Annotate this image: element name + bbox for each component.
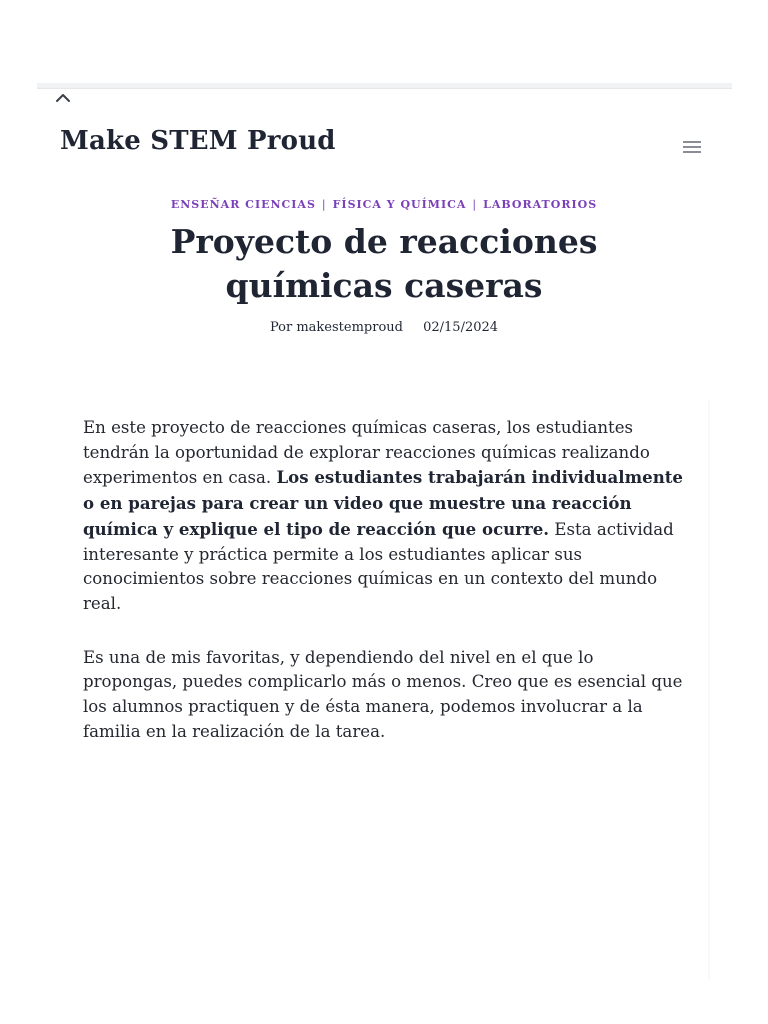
paragraph-intro-bold: Los estudiantes trabajarán individualmente o en parejas para crear un video que muestre una reacción química y explique el tipo de reacción que ocurre. (83, 467, 683, 539)
category-separator: | (321, 198, 327, 211)
category-link-ensenar-ciencias[interactable]: ENSEÑAR CIENCIAS (170, 198, 316, 211)
paragraph-intro (83, 416, 683, 617)
paragraph-second: Es una de mis favoritas, y dependiendo del nivel en el que lo propongas, puedes complicarlo más o menos. Creo que es esencial que los alumnos practiquen y de ésta manera, podemos involucrar a la familia en la realización de la tarea. (83, 647, 683, 741)
content-edge-shadow (708, 400, 711, 980)
chevron-up-icon[interactable] (54, 90, 72, 104)
category-link-fisica-y-quimica[interactable]: FÍSICA Y QUÍMICA (332, 198, 467, 211)
post-content (83, 416, 683, 773)
post-meta (0, 320, 768, 335)
site-title[interactable]: Make STEM Proud (60, 126, 336, 156)
paragraph-intro-start: En este proyecto de reacciones químicas caseras, los estudiantes tendrán la oportunidad de explorar reacciones químicas realizando experimentos en casa. (83, 418, 650, 488)
post-date: 02/15/2024 (423, 320, 499, 335)
category-separator: | (472, 198, 478, 211)
category-links (0, 198, 768, 211)
author-link[interactable]: makestemproud (296, 320, 403, 335)
hamburger-menu-icon[interactable] (683, 141, 701, 155)
author-prefix: Por (269, 320, 293, 335)
post-title: Proyecto de reacciones químicas caseras (170, 222, 598, 305)
category-link-laboratorios[interactable]: LABORATORIOS (483, 198, 598, 211)
top-divider (37, 83, 732, 89)
paragraph-intro-end: Esta actividad interesante y práctica permite a los estudiantes aplicar sus conocimientos sobre reacciones químicas en un contexto del mundo real. (83, 519, 674, 613)
